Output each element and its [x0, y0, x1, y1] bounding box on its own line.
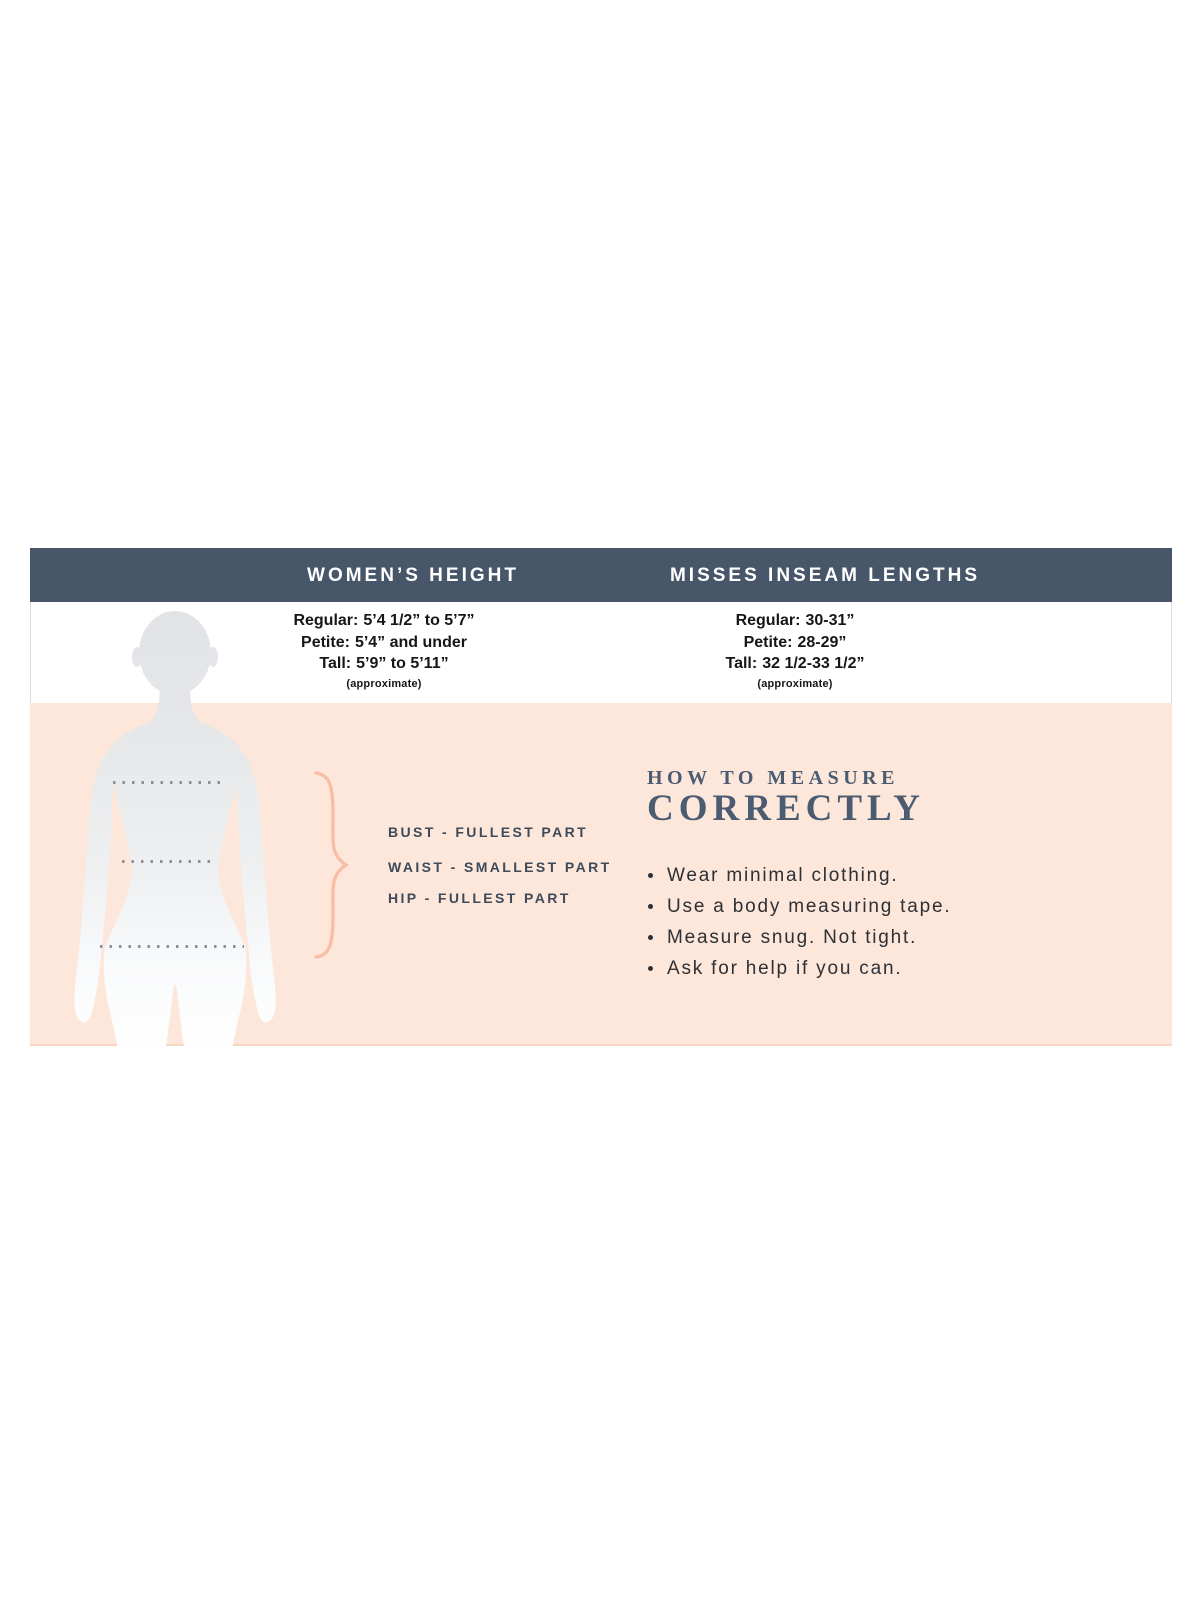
bust-label: BUST - FULLEST PART [388, 824, 589, 840]
row-value: 5’4 1/2” to 5’7” [363, 612, 475, 629]
column-header-misses-inseam: MISSES INSEAM LENGTHS [669, 565, 981, 586]
inseam-row-tall [575, 653, 1015, 675]
bullet-icon [648, 935, 653, 940]
tip-text: Wear minimal clothing. [667, 864, 899, 886]
column-header-womens-height: WOMEN’S HEIGHT [307, 565, 519, 586]
tip-text: Ask for help if you can. [667, 957, 903, 979]
waist-label: WAIST - SMALLEST PART [388, 859, 612, 875]
list-item [648, 922, 951, 953]
row-label: Petite: [743, 633, 793, 651]
inseam-row-regular [575, 610, 1015, 632]
bullet-icon [648, 966, 653, 971]
row-value: 32 1/2-33 1/2” [762, 655, 865, 672]
bust-dotted-line [113, 781, 221, 784]
row-value: 5’9” to 5’11” [356, 655, 449, 672]
brace-accent [306, 770, 354, 960]
row-value: 5’4” and under [354, 633, 467, 651]
heading-line-2: CORRECTLY [647, 788, 926, 829]
row-label: Petite: [301, 633, 350, 651]
bullet-icon [648, 904, 653, 909]
hip-label: HIP - FULLEST PART [388, 890, 571, 906]
how-to-measure-heading [647, 766, 925, 828]
hip-dotted-line [100, 945, 244, 948]
row-label: Regular: [735, 612, 801, 629]
bullet-icon [648, 873, 653, 878]
row-value: 28-29” [797, 633, 847, 651]
inseam-row-petite [575, 632, 1015, 654]
table-header-bar [30, 548, 1172, 602]
heading-line-1: HOW TO MEASURE [647, 767, 899, 789]
approximate-note: (approximate) [346, 677, 422, 690]
measuring-tips-list [648, 860, 951, 984]
list-item [648, 860, 951, 891]
row-value: 30-31” [805, 612, 855, 629]
approximate-note: (approximate) [757, 677, 833, 690]
row-label: Tall: [319, 655, 352, 672]
tip-text: Use a body measuring tape. [667, 895, 952, 917]
waist-dotted-line [122, 860, 214, 863]
list-item [648, 953, 951, 984]
list-item [648, 891, 951, 922]
row-label: Tall: [725, 655, 758, 672]
misses-inseam-column [575, 610, 1015, 691]
tip-text: Measure snug. Not tight. [667, 926, 918, 948]
body-silhouette [55, 605, 295, 1055]
row-label: Regular: [293, 612, 359, 629]
